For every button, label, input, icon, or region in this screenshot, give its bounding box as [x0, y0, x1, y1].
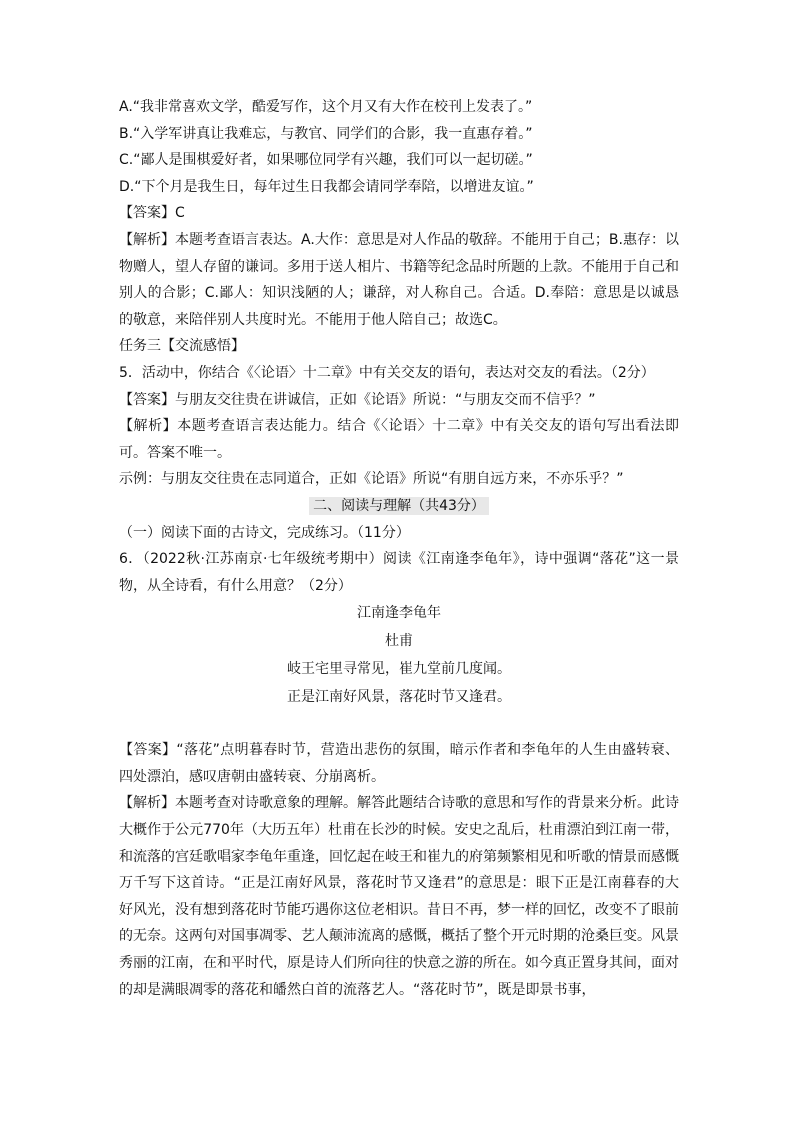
- option-a: A.“我非常喜欢文学，酷爱写作，这个月又有大作在校刊上发表了。”: [119, 99, 533, 115]
- poem-line-1: 岐王宅里寻常见，崔九堂前几度闻。: [287, 661, 511, 678]
- option-b: B.“入学军讲真让我难忘，与教官、同学们的合影，我一直惠存着。”: [119, 125, 533, 142]
- q6-analysis: 【解析】本题考查对诗歌意象的理解。解答此题结合诗歌的意思和写作的背景来分析。此诗大概作于公元770年（大历五年）杜甫在长沙的时候。安史之乱后，杜甫漂泊到江南一带，和流落的宫廷歌唱家李龟年重逢，回忆起在岐王和崔九的府第频繁相见和听歌的情景而感慨万千写下这首诗。“正是江南好风景，落花时节又逢君”的意思是：眼下正是江南暮春的大好风光，没有想到落花时节能巧遇你这位老相识。昔日不再，梦一样的回忆，改变不了眼前的无奈。这两句对国事凋零、艺人颠沛流离的感慨，概括了整个开元时期的沧桑巨变。风景秀丽的江南，在和平时代，原是诗人们所向往的快意之游的所在。如今真正置身其间，面对的却是满眼凋零的落花和皤然白首的流落艺人。“落花时节”，既是即景书事，: [119, 795, 679, 998]
- q5-answer: 【答案】与朋友交往贵在讲诚信，正如《论语》所说：“与朋友交而不信乎？”: [119, 391, 596, 408]
- section2-title-text: 二、阅读与理解（共43分）: [309, 497, 489, 515]
- option-c: C.“鄙人是围棋爱好者，如果哪位同学有兴趣，我们可以一起切磋。”: [119, 152, 533, 169]
- q5-question: 5．活动中，你结合《〈论语〉十二章》中有关交友的语句，表达对交友的看法。（2分）: [119, 364, 655, 381]
- section2-part1: （一）阅读下面的古诗文，完成练习。（11分）: [119, 524, 410, 541]
- q5-example: 示例：与朋友交往贵在志同道合，正如《论语》所说“有朋自远方来，不亦乐乎？”: [119, 471, 624, 488]
- section2-title: [119, 493, 679, 520]
- q6-answer: 【答案】“落花”点明暮春时节，营造出悲伤的氛围，暗示作者和李龟年的人生由盛转衰、四处漂泊，感叹唐朝由盛转衰、分崩离析。: [119, 742, 679, 785]
- task3-heading: 任务三【交流感悟】: [119, 338, 245, 355]
- q6-question: 6．（2022秋·江苏南京·七年级统考期中）阅读《江南逢李龟年》，诗中强调“落花”这一景物，从全诗看，有什么用意？（2分）: [119, 551, 679, 594]
- poem-author: 杜甫: [385, 633, 413, 650]
- q4-analysis: 【解析】本题考查语言表达。A.大作：意思是对人作品的敬辞。不能用于自己；B.惠存：以物赠人，望人存留的谦词。多用于送人相片、书籍等纪念品时所题的上款。不能用于自己和别人的合影；C.鄙人：知识浅陋的人；谦辞，对人称自己。合适。D.奉陪：意思是以诚恳的敬意，来陪伴别人共度时光。不能用于他人陪自己；故选C。: [119, 231, 679, 328]
- q4-answer: 【答案】C: [119, 205, 185, 222]
- poem-title: 江南逢李龟年: [357, 605, 441, 622]
- spacer: [119, 711, 679, 737]
- poem-line-2: 正是江南好风景，落花时节又逢君。: [287, 689, 511, 706]
- q5-analysis: 【解析】本题考查语言表达能力。结合《〈论语〉十二章》中有关交友的语句写出看法即可。答案不唯一。: [119, 418, 679, 461]
- document-body: [119, 94, 679, 1003]
- option-d: D.“下个月是我生日，每年过生日我都会请同学奉陪，以增进友谊。”: [119, 178, 534, 195]
